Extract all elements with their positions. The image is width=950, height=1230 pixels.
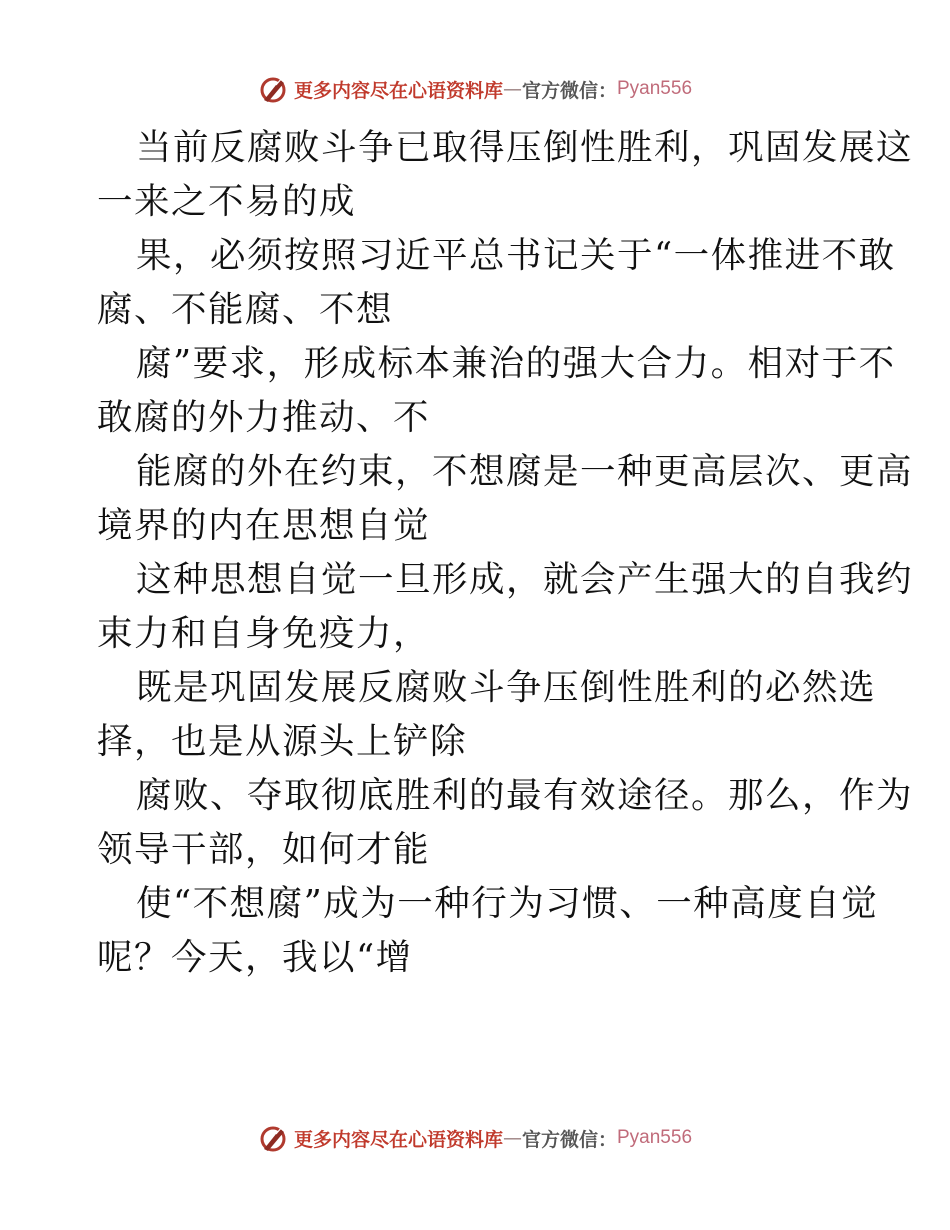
text-line: 领导干部，如何才能 xyxy=(97,829,431,870)
text-line: 既是巩固发展反腐败斗争压倒性胜利的必然选 xyxy=(136,667,877,708)
header-dash: — xyxy=(502,78,522,100)
header-wechat-label: 官方微信： xyxy=(521,79,617,102)
text-line: 束力和自身免疫力， xyxy=(97,613,431,654)
footer-wechat-label: 官方微信： xyxy=(521,1128,617,1151)
footer-watermark xyxy=(0,1123,950,1153)
text-line: 果，必须按照习近平总书记关于“一体推进不敢 xyxy=(136,235,896,276)
text-line: 使“不想腐”成为一种行为习惯、一种高度自觉 xyxy=(136,883,879,924)
text-line: 当前反腐败斗争已取得压倒性胜利，巩固发展这 xyxy=(136,127,914,168)
text-line: 能腐的外在约束，不想腐是一种更高层次、更高 xyxy=(136,451,914,492)
text-line: 择，也是从源头上铲除 xyxy=(97,721,468,762)
text-line: 腐”要求，形成标本兼治的强大合力。相对于不 xyxy=(136,343,896,384)
text-line: 呢？今天，我以“增 xyxy=(97,937,413,978)
text-line: 这种思想自觉一旦形成，就会产生强大的自我约 xyxy=(136,559,914,600)
header-watermark xyxy=(0,74,950,104)
header-brand-text: 更多内容尽在心语资料库 xyxy=(293,79,503,102)
text-line: 境界的内在思想自觉 xyxy=(97,505,431,546)
footer-wechat-id: Pyan556 xyxy=(617,1127,693,1148)
footer-brand-text: 更多内容尽在心语资料库 xyxy=(293,1128,503,1151)
text-line: 腐败、夺取彻底胜利的最有效途径。那么，作为 xyxy=(136,775,914,816)
text-line: 腐、不能腐、不想 xyxy=(97,289,394,330)
footer-dash: — xyxy=(502,1127,522,1149)
text-line: 敢腐的外力推动、不 xyxy=(97,397,431,438)
text-line: 一来之不易的成 xyxy=(97,181,357,222)
feather-pen-seal-icon xyxy=(258,74,288,104)
header-wechat-id: Pyan556 xyxy=(617,78,693,99)
document-body xyxy=(97,121,914,985)
feather-pen-seal-icon xyxy=(258,1123,288,1153)
